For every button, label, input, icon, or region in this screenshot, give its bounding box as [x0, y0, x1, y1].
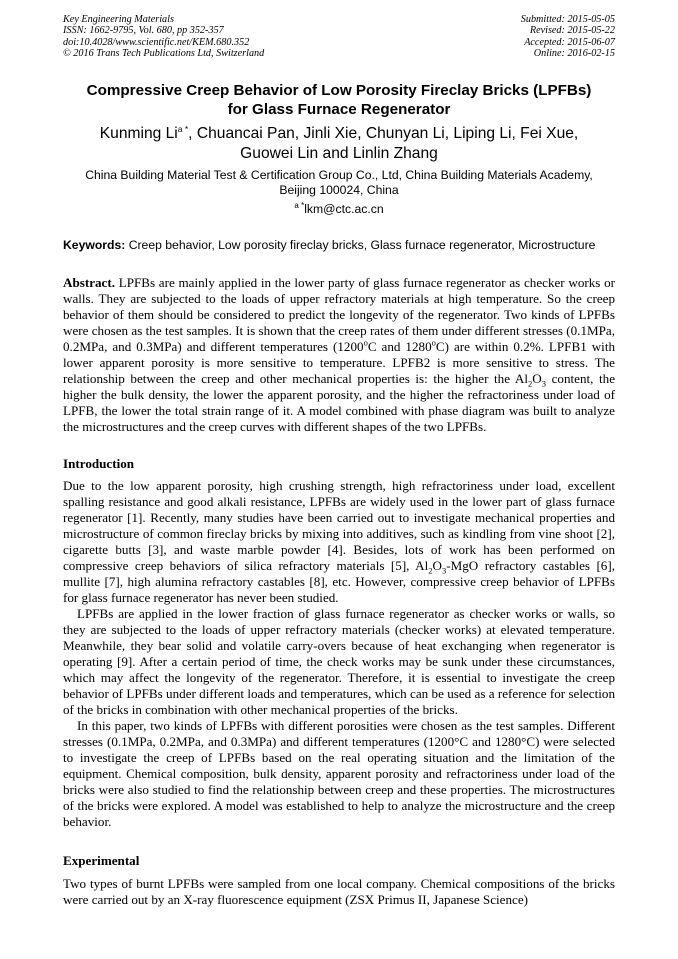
intro-paragraph-1: [63, 478, 615, 606]
abstract-text-2: C and 1280: [367, 339, 432, 354]
affiliation-line-1: China Building Material Test & Certification Group Co., Ltd, China Building Materials Academy,: [85, 168, 593, 182]
doi: doi:10.4028/www.scientific.net/KEM.680.352: [63, 36, 250, 48]
submitted-date: Submitted: 2015-05-05: [520, 14, 615, 25]
introduction-heading: Introduction: [63, 456, 135, 471]
author-list: [40, 124, 638, 164]
keywords: [63, 238, 623, 253]
intro-text-1b: -MgO refractory castables [6], mullite [7], high alumina refractory castables [8], etc. However, compressive creep behavior of LPFBs for glass furnace regenerator has never been studied.: [63, 558, 615, 605]
keywords-label: Keywords:: [63, 238, 126, 252]
title-line-1: Compressive Creep Behavior of Low Porosity Fireclay Bricks (LPFBs): [86, 82, 592, 99]
subscript: 2: [428, 565, 433, 576]
email-line: [40, 202, 638, 217]
first-author-mark: a *: [177, 123, 189, 134]
intro-paragraph-2: LPFBs are applied in the lower fraction of glass furnace regenerator as checker works or walls, so they are subjected to the loads of upper refractory materials (checker works) at elevated temperature. Meanwhile, they bear solid and volatile carry-overs because of heat exchanging when regenerator is operating [9]. After a certain period of time, the check works may be sunk under these circumstances, which may affect the longevity of the regenerator. Therefore, it is essential to investigate the creep behavior of LPFBs under different loads and temperatures, which can be used as a reference for selection of the bricks in combination with other mechanical properties of the bricks.: [63, 606, 615, 717]
email-address[interactable]: lkm@ctc.ac.cn: [304, 202, 384, 216]
journal-header-left: [63, 14, 264, 60]
copyright: © 2016 Trans Tech Publications Ltd, Switzerland: [63, 48, 265, 60]
abstract-paragraph: [63, 275, 615, 435]
degree-mark: o: [431, 337, 436, 348]
accepted-date: Accepted: 2015-06-07: [524, 36, 615, 48]
email-mark: a *: [294, 200, 305, 210]
authors-line-2: Guowei Lin and Linlin Zhang: [240, 145, 438, 162]
keywords-text: Creep behavior, Low porosity fireclay bricks, Glass furnace regenerator, Microstructure: [125, 238, 596, 252]
abstract-text-4: content, the higher the bulk density, the lower the apparent porosity, and the higher the refractoriness under load of LPFB, the lower the total strain range of it. A model combined with phase diagram was built to analyze the microstructures and the creep curves with different shapes of the two LPFBs.: [63, 371, 616, 434]
subscript: 3: [541, 378, 546, 389]
subscript: 3: [442, 565, 447, 576]
abstract-text-1: LPFBs are mainly applied in the lower party of glass furnace regenerator as checker works or walls. They are subjected to the loads of upper refractory materials at high temperature. So the creep behavior of them should be considered to predict the longevity of the regenerator. Two kinds of LPFBs were chosen as the test samples. It is shown that the creep rates of them under different stresses (0.1MPa, 0.2MPa, and 0.3MPa) and different temperatures (1200: [63, 275, 615, 354]
journal-name: Key Engineering Materials: [63, 14, 174, 25]
abstract-label: Abstract.: [63, 275, 115, 290]
title-line-2: for Glass Furnace Regenerator: [227, 101, 451, 118]
revised-date: Revised: 2015-05-22: [529, 25, 615, 37]
issn: ISSN: 1662-9795, Vol. 680, pp 352-357: [63, 25, 224, 37]
intro-paragraph-3: In this paper, two kinds of LPFBs with different porosities were chosen as the test samples. Different stresses (0.1MPa, 0.2MPa, and 0.3MPa) and different temperatures (1200°C and 1280°C) were selected to investigate the creep of LPFBs based on the real operating situation and the limitation of the equipment. Chemical composition, bulk density, apparent porosity and refractoriness under load of the bricks were also studied to find the relationship between creep and these properties. The microstructures of the bricks were explored. A model was established to help to analyze the microstructure and the creep behavior.: [63, 718, 615, 829]
online-date: Online: 2016-02-15: [533, 48, 615, 60]
affiliation-line-2: Beijing 100024, China: [279, 183, 399, 197]
intro-text-1a: Due to the low apparent porosity, high crushing strength, high refractoriness under load, excellent spalling resistance and good alkali resistance, LPFBs are widely used in the lower part of glass furnace regenerator [1]. Recently, many studies have been carried out to investigate mechanical properties and microstructure of common fireclay bricks by mixing into additives, such as kindling from vine shoot [2], cigarette butts [3], and waste marble powder [4]. Besides, lots of work has been performed on compressive creep behaviors of silica refractory materials [5], Al: [63, 478, 615, 573]
subscript: 2: [528, 378, 533, 389]
authors-rest: , Chuancai Pan, Jinli Xie, Chunyan Li, Liping Li, Fei Xue,: [188, 125, 579, 142]
authors-line-1: [40, 124, 638, 144]
intro-text-o: O: [432, 558, 442, 573]
journal-header-right: [521, 14, 615, 60]
experimental-heading: Experimental: [63, 853, 140, 868]
introduction-body: [63, 478, 615, 830]
degree-mark: o: [363, 337, 368, 348]
experimental-paragraph-1: Two types of burnt LPFBs were sampled from one local company. Chemical compositions of the bricks were carried out by an X-ray fluorescence equipment (ZSX Primus II, Japanese Science): [63, 876, 615, 907]
paper-title: [40, 81, 638, 119]
first-author: Kunming Li: [99, 125, 178, 142]
abstract-text-3: C) are within 0.2%. LPFB1 with lower apparent porosity is more sensitive to temperature. LPFB2 is more sensitive to stress. The relationship between the creep and other mechanical properties is: the higher the Al: [63, 339, 616, 386]
abstract: [63, 275, 615, 435]
affiliation: [40, 168, 638, 198]
abstract-text-o: O: [532, 371, 542, 386]
experimental-body: [63, 876, 615, 908]
